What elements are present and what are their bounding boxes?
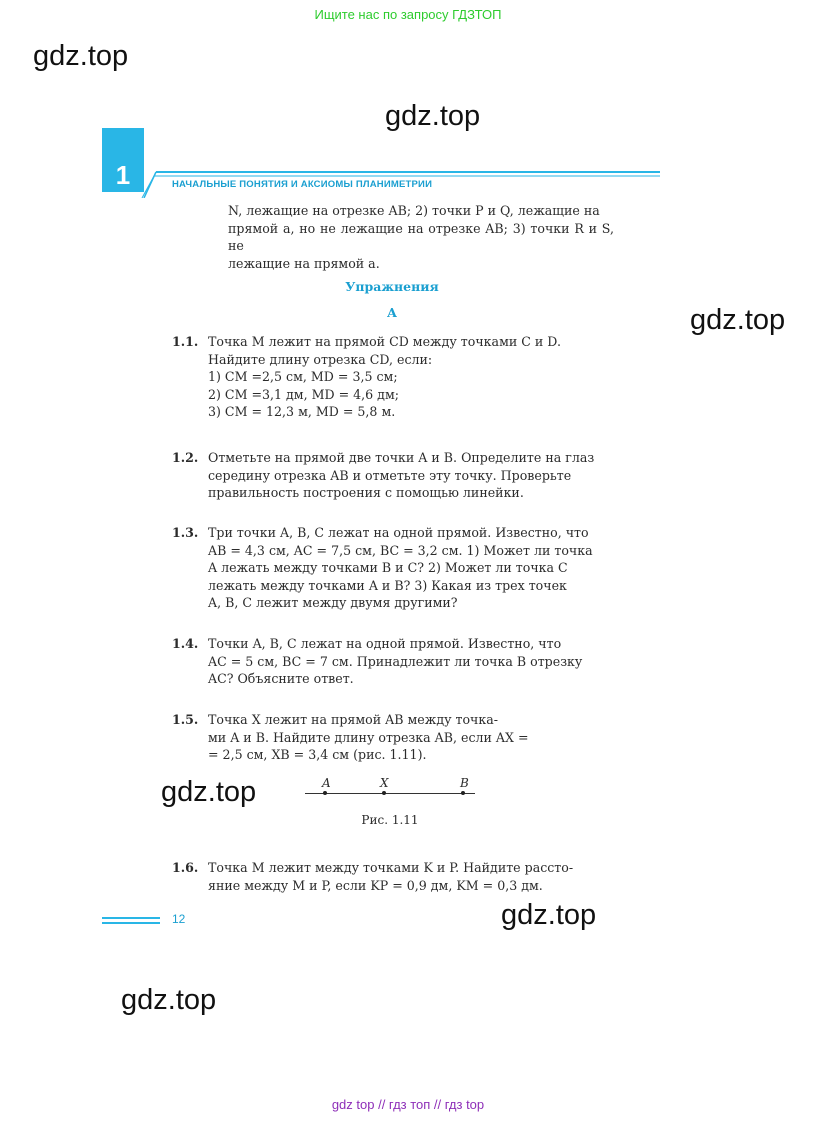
exercise-line: Точки A, B, C лежат на одной прямой. Известно, что xyxy=(208,636,562,651)
exercise-number: 1.2. xyxy=(172,450,199,465)
exercise-1-6 xyxy=(172,859,614,894)
chapter-title: НАЧАЛЬНЫЕ ПОНЯТИЯ И АКСИОМЫ ПЛАНИМЕТРИИ xyxy=(172,179,433,190)
watermark-text: gdz.top xyxy=(385,100,481,132)
exercise-number: 1.6. xyxy=(172,860,199,875)
intro-paragraph xyxy=(228,202,614,272)
exercise-1-1 xyxy=(172,333,614,421)
section-title: Упражнения xyxy=(345,279,439,294)
exercise-line: Найдите длину отрезка CD, если: xyxy=(208,351,433,367)
watermark-text: gdz.top xyxy=(161,776,257,808)
exercise-line: 2) CM =3,1 дм, MD = 4,6 дм; xyxy=(208,386,399,402)
exercise-line: Точка X лежит на прямой AB между точка- xyxy=(208,712,499,727)
exercise-1-3 xyxy=(172,524,614,612)
point-b-dot xyxy=(461,791,465,795)
exercise-number: 1.3. xyxy=(172,525,199,540)
page-number: 12 xyxy=(172,912,186,926)
watermark-text: gdz.top xyxy=(690,304,786,336)
footer-rule xyxy=(102,917,160,919)
intro-line: прямой a, но не лежащие на отрезке AB; 3) точки R и S, не xyxy=(228,220,614,253)
exercise-1-2 xyxy=(172,449,614,502)
exercise-line: AC? Объясните ответ. xyxy=(208,671,354,686)
exercise-line: Точка M лежит на прямой CD между точками C и D. xyxy=(208,334,561,349)
bottom-banner: gdz top // гдз топ // гдз top xyxy=(331,1097,485,1112)
exercise-number: 1.4. xyxy=(172,636,199,651)
footer-rule xyxy=(102,922,160,924)
chapter-number: 1 xyxy=(115,160,131,190)
watermark-text: gdz.top xyxy=(33,40,129,72)
top-banner: Ищите нас по запросу ГДЗТОП xyxy=(314,7,502,22)
exercise-line: лежать между точками A и B? 3) Какая из трех точек xyxy=(208,577,567,593)
exercise-line: 3) CM = 12,3 м, MD = 5,8 м. xyxy=(208,404,396,419)
exercise-line: Отметьте на прямой две точки A и B. Определите на глаз xyxy=(208,450,595,465)
exercise-line: яние между M и P, если KP = 0,9 дм, KM = 0,3 дм. xyxy=(208,877,543,893)
point-x-dot xyxy=(382,791,386,795)
exercise-line: середину отрезка AB и отметьте эту точку. Проверьте xyxy=(208,467,572,483)
exercise-line: AB = 4,3 см, AC = 7,5 см, BC = 3,2 см. 1) Может ли точка xyxy=(208,542,593,558)
figure-caption: Рис. 1.11 xyxy=(361,813,419,827)
exercise-line: AC = 5 см, BC = 7 см. Принадлежит ли точка B отрезку xyxy=(208,653,583,669)
watermark-text: gdz.top xyxy=(501,899,597,931)
point-b-label: B xyxy=(460,776,469,790)
exercise-line: A, B, C лежит между двумя другими? xyxy=(208,595,458,610)
section-level: A xyxy=(387,305,397,320)
exercise-line: Точка M лежит между точками K и P. Найдите рассто- xyxy=(208,860,574,875)
intro-line: N, лежащие на отрезке AB; 2) точки P и Q, лежащие на xyxy=(228,203,600,218)
intro-line: лежащие на прямой a. xyxy=(228,255,380,271)
point-a-label: A xyxy=(322,776,331,790)
exercise-1-4 xyxy=(172,635,614,688)
exercise-line: ми A и B. Найдите длину отрезка AB, если AX = xyxy=(208,729,529,745)
exercise-1-5 xyxy=(172,711,614,764)
exercise-line: 1) CM =2,5 см, MD = 3,5 см; xyxy=(208,369,398,384)
figure-line xyxy=(305,793,475,794)
exercise-line: = 2,5 см, XB = 3,4 см (рис. 1.11). xyxy=(208,747,427,762)
exercise-line: Три точки A, B, C лежат на одной прямой. Известно, что xyxy=(208,525,589,540)
point-x-label: X xyxy=(380,776,389,790)
watermark-text: gdz.top xyxy=(121,984,217,1016)
exercise-number: 1.5. xyxy=(172,712,199,727)
exercise-number: 1.1. xyxy=(172,334,199,349)
exercise-line: правильность построения с помощью линейки. xyxy=(208,485,524,500)
exercise-line: A лежать между точками B и C? 2) Может ли точка C xyxy=(208,560,568,575)
point-a-dot xyxy=(323,791,327,795)
